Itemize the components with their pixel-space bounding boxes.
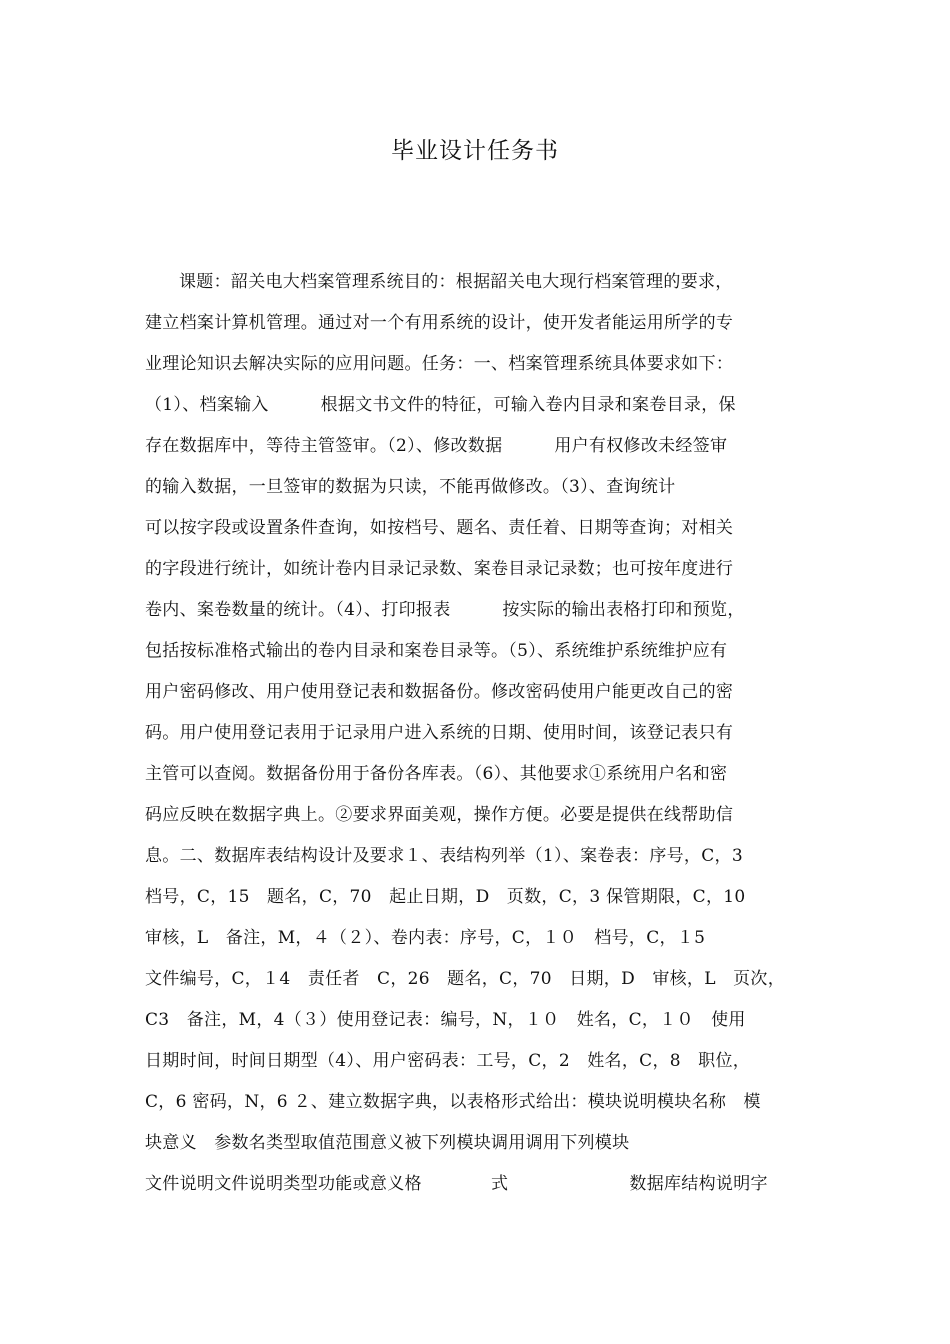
body-line: 文件说明文件说明类型功能或意义格 式 数据库结构说明字	[145, 1174, 768, 1194]
body-line: 码。用户使用登记表用于记录用户进入系统的日期、使用时间，该登记表只有	[145, 723, 734, 743]
body-line: 日期时间，时间日期型（4）、用户密码表：工号，C，2 姓名，C，8 职位，	[145, 1051, 751, 1071]
body-line: 课题：韶关电大档案管理系统目的：根据韶关电大现行档案管理的要求，	[179, 272, 733, 292]
body-line: 建立档案计算机管理。通过对一个有用系统的设计，使开发者能运用所学的专	[145, 313, 734, 333]
body-line: 用户密码修改、用户使用登记表和数据备份。修改密码使用户能更改自己的密	[145, 682, 734, 702]
document-body	[145, 262, 825, 1205]
body-line: 的字段进行统计，如统计卷内目录记录数、案卷目录记录数；也可按年度进行	[145, 559, 734, 579]
body-line: 块意义 参数名类型取值范围意义被下列模块调用调用下列模块	[145, 1133, 630, 1153]
body-line: 包括按标准格式输出的卷内目录和案卷目录等。（5）、系统维护系统维护应有	[145, 641, 728, 661]
body-line: C3 备注，M，4（３）使用登记表：编号，N，１０ 姓名，C，１０ 使用	[145, 1010, 746, 1030]
body-line: 审核，L 备注，M，４（２）、卷内表：序号，C，１０ 档号，C，１5	[145, 928, 706, 948]
body-line: 码应反映在数据字典上。②要求界面美观，操作方便。必要是提供在线帮助信	[145, 805, 734, 825]
body-line: 存在数据库中，等待主管签审。（2）、修改数据 用户有权修改未经签审	[145, 436, 728, 456]
document-title: 毕业设计任务书	[391, 138, 559, 164]
body-line: 文件编号，C，１4 责任者 C，26 题名，C，70 日期，D 审核，L 页次，	[145, 969, 786, 989]
body-line: 可以按字段或设置条件查询，如按档号、题名、责任着、日期等查询；对相关	[145, 518, 734, 538]
body-line: 档号，C，15 题名，C，70 起止日期，D 页数，C，3 保管期限，C，10	[145, 887, 746, 907]
body-line: 业理论知识去解决实际的应用问题。任务：一、档案管理系统具体要求如下：	[145, 354, 734, 374]
body-line: （1）、档案输入 根据文书文件的特征，可输入卷内目录和案卷目录，保	[145, 395, 736, 415]
body-line: 息。二、数据库表结构设计及要求１、表结构列举（1）、案卷表：序号，C，3	[145, 846, 743, 866]
body-line: 主管可以查阅。数据备份用于备份各库表。（6）、其他要求①系统用户名和密	[145, 764, 728, 784]
body-line: C，6 密码，N，6 ２、建立数据字典，以表格形式给出：模块说明模块名称 模	[145, 1092, 761, 1112]
body-line: 的输入数据，一旦签审的数据为只读，不能再做修改。（3）、查询统计	[145, 477, 676, 497]
body-line: 卷内、案卷数量的统计。（4）、打印报表 按实际的输出表格打印和预览，	[145, 600, 745, 620]
